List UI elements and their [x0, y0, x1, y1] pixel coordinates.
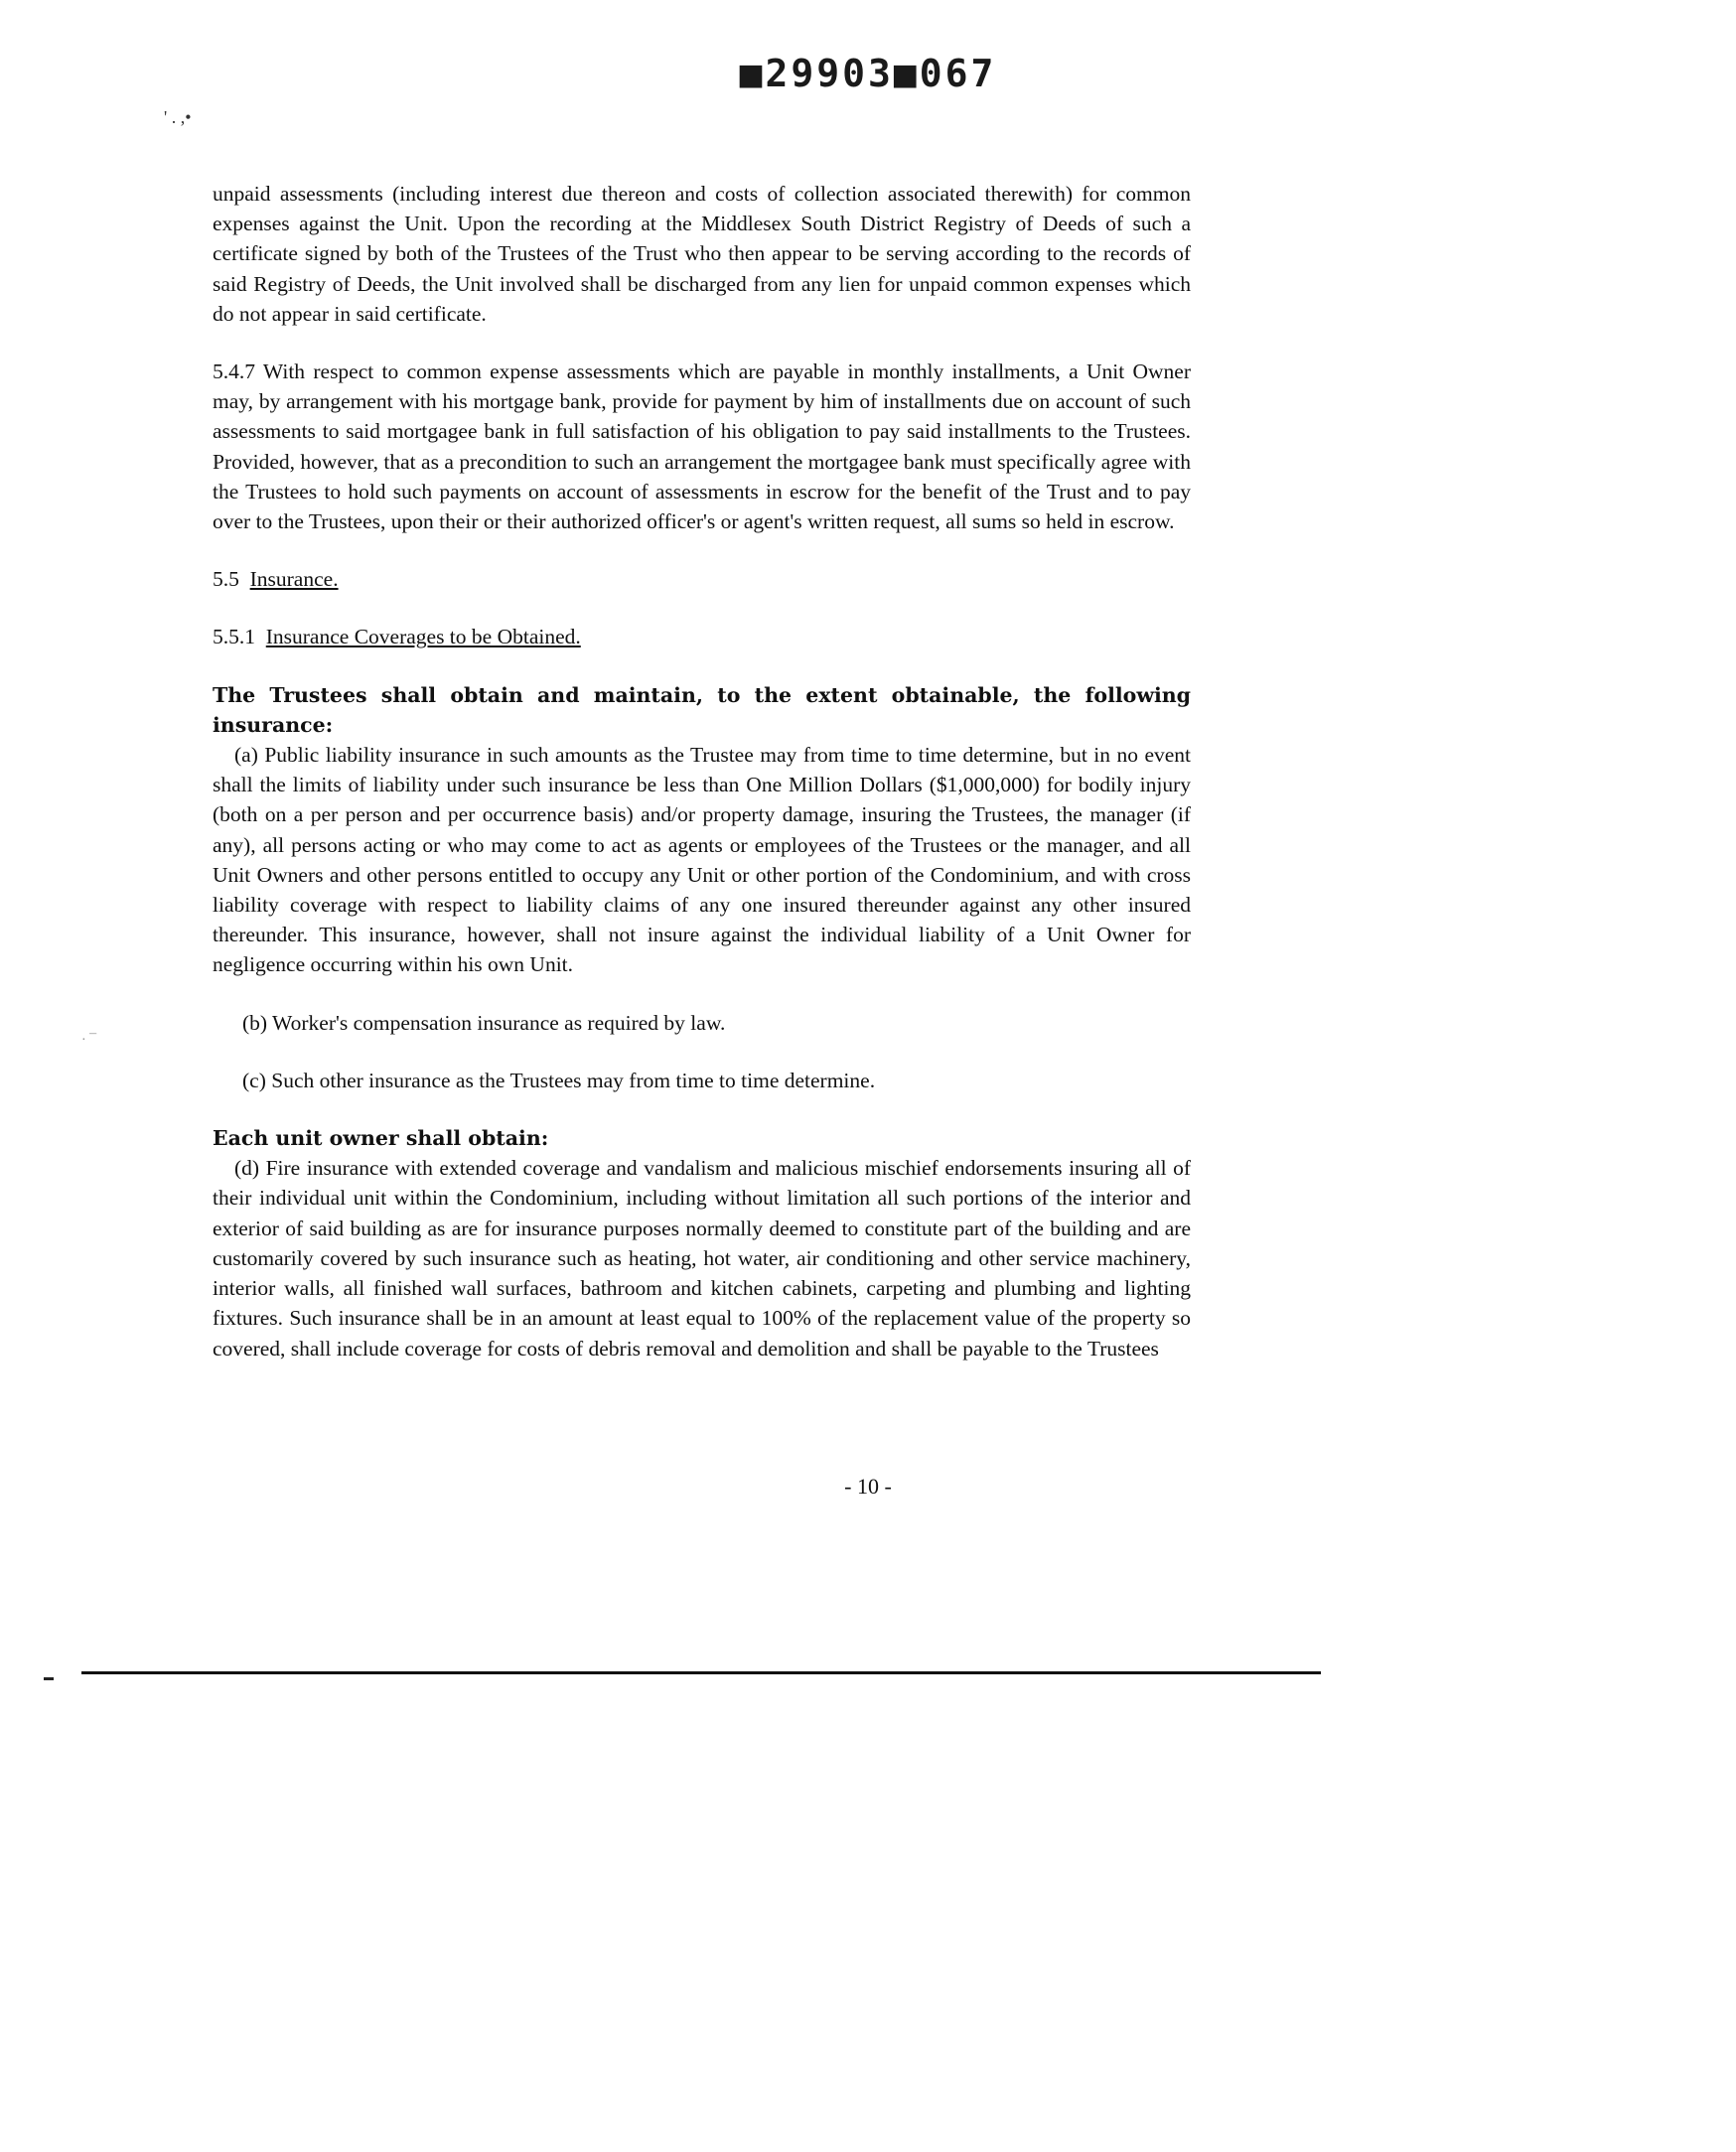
unit-owner-heading: Each unit owner shall obtain:: [213, 1126, 549, 1151]
section-title: Insurance Coverages to be Obtained.: [265, 625, 581, 649]
section-number: 5.5.1: [213, 625, 255, 649]
section-5-5-1-heading: [213, 622, 1191, 651]
item-a-public-liability: (a) Public liability insurance in such amounts as the Trustee may from time to time determine, but in no event shall the limits of liability under such insurance be less than One Million Dollars ($1,000,000) for bodily injury (both on a per person and per occurrence basis) and/or property damage, insuring the Trustees, the manager (if any), all persons acting or who may come to act as agents or employees of the Trustees or the manager, and all Unit Owners and other persons entitled to occupy any Unit or other portion of the Condominium, and with cross liability coverage with respect to liability claims of any one insured thereunder against any other insured thereunder. This insurance, however, shall not insure against the individual liability of a Unit Owner for negligence occurring within his own Unit.: [213, 743, 1191, 977]
page-number: - 10 -: [844, 1474, 892, 1499]
paragraph-5-4-7: 5.4.7 With respect to common expense assessments which are payable in monthly installments, a Unit Owner may, by arrangement with his mortgage bank, provide for payment by him of installments due on account of such assessments to said mortgagee bank in full satisfaction of his obligation to pay said installments to the Trustees. Provided, however, that as a precondition to such an arrangement the mortgagee bank must specifically agree with the Trustees to hold such payments on account of assessments in escrow for the benefit of the Trust and to pay over to the Trustees, upon their or their authorized officer's or agent's written request, all sums so held in escrow.: [213, 359, 1191, 534]
item-c-other-insurance: (c) Such other insurance as the Trustees may from time to time determine.: [242, 1068, 876, 1092]
section-5-5-heading: [213, 564, 1191, 594]
scan-specks: ' . ,•: [164, 107, 192, 127]
item-d-fire-insurance: (d) Fire insurance with extended coverage and vandalism and malicious mischief endorsements insuring all of their individual unit within the Condominium, including without limitation all such portions of the interior and exterior of said building as are for insurance purposes normally deemed to constitute part of the building and are customarily covered by such insurance such as heating, hot water, air conditioning and other service machinery, interior walls, all finished wall surfaces, bathroom and kitchen cabinets, carpeting and plumbing and lighting fixtures. Such insurance shall be in an amount at least equal to 100% of the replacement value of the property so covered, shall include coverage for costs of debris removal and demolition and shall be payable to the Trustees: [213, 1156, 1191, 1361]
horizontal-rule: [81, 1671, 1321, 1674]
item-b-workers-comp: (b) Worker's compensation insurance as required by law.: [242, 1010, 726, 1035]
paragraph-lien-discharge: unpaid assessments (including interest due thereon and costs of collection associated therewith) for common expenses against the Unit. Upon the recording at the Middlesex South District Registry of Deeds of such a certificate signed by both of the Trustees of the Trust who then appear to be serving according to the records of said Registry of Deeds, the Unit involved shall be discharged from any lien for unpaid common expenses which do not appear in said certificate.: [213, 182, 1191, 326]
section-title: Insurance.: [249, 567, 339, 592]
document-body: [213, 179, 1191, 1363]
margin-speck: · ¯: [81, 1033, 97, 1048]
recording-stamp: ■29903■067: [739, 52, 997, 95]
trustees-obligations-heading: The Trustees shall obtain and maintain, to the extent obtainable, the following insurance:: [213, 682, 1191, 737]
scan-mark: [44, 1677, 54, 1680]
section-number: 5.5: [213, 567, 239, 592]
